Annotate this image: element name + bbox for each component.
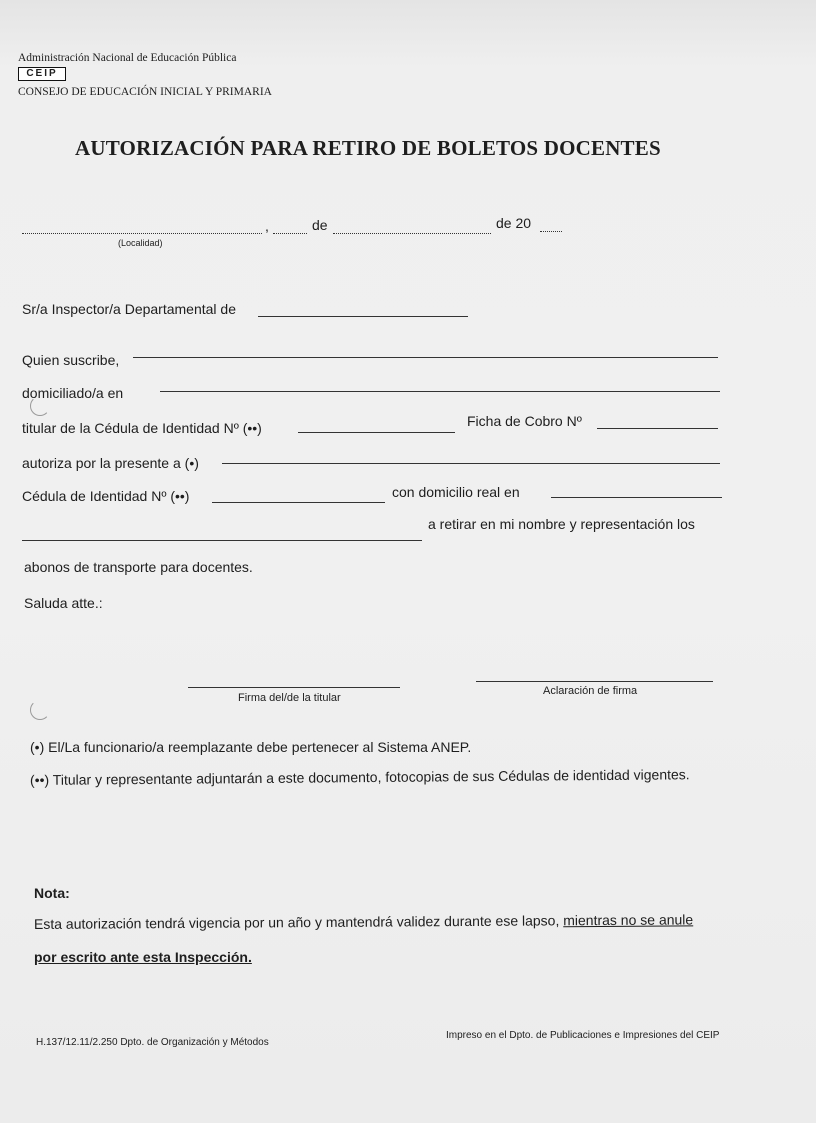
council-name: CONSEJO DE EDUCACIÓN INICIAL Y PRIMARIA [18,86,272,98]
passes-text: abonos de transporte para docentes. [24,559,253,575]
domicile-field[interactable] [160,391,720,392]
holder-id-label: titular de la Cédula de Identidad Nº (••) [22,420,262,436]
real-address-field[interactable] [551,497,722,498]
greeting-text: Saluda atte.: [24,595,103,611]
punch-hole-mark [30,700,50,720]
representative-id-label: Cédula de Identidad Nº (••) [22,488,190,504]
payment-card-field[interactable] [597,428,718,429]
authorizes-label: autoriza por la presente a (•) [22,455,199,471]
real-address-field-continued[interactable] [22,540,422,541]
document-title: AUTORIZACIÓN PARA RETIRO DE BOLETOS DOCENTES [75,136,661,160]
comma: , [265,218,269,234]
ceip-logo: CEIP [18,67,66,81]
year-field[interactable] [540,231,562,232]
day-field[interactable] [273,233,307,234]
holder-id-field[interactable] [298,432,455,433]
real-address-label: con domicilio real en [392,484,520,500]
note-text [34,911,693,932]
footnote-1: (•) El/La funcionario/a reemplazante debe pertenecer al Sistema ANEP. [30,739,472,755]
locality-field[interactable] [22,233,262,234]
punch-hole-mark [30,396,50,416]
footer-form-code: H.137/12.11/2.250 Dpto. de Organización y Métodos [36,1037,269,1048]
note-underlined-1: mientras no se anule [563,911,694,929]
footer-printed-by: Impreso en el Dpto. de Publicaciones e Impresiones del CEIP [446,1030,720,1041]
note-underlined-2: por escrito ante esta Inspección. [34,949,252,965]
note-body: Esta autorización tendrá vigencia por un año y mantendrá validez durante ese lapso, [33,912,560,932]
month-field[interactable] [333,233,491,234]
subscriber-label: Quien suscribe, [22,352,120,368]
note-heading: Nota: [34,885,70,901]
subscriber-field[interactable] [133,357,718,358]
domiciled-label: domiciliado/a en [22,385,124,401]
representative-id-field[interactable] [212,502,385,503]
date-de-label: de [312,217,328,233]
clarification-line[interactable] [476,681,713,682]
administration-name: Administración Nacional de Educación Pública [18,52,237,64]
holder-signature-label: Firma del/de la titular [238,692,341,704]
payment-card-label: Ficha de Cobro Nº [467,413,582,429]
locality-label: (Localidad) [118,238,163,248]
footnote-2: (••) Titular y representante adjuntarán a este documento, fotocopias de sus Cédulas de identidad vigentes. [29,766,690,788]
date-year-label: de 20 [496,215,532,231]
holder-signature-line[interactable] [188,687,400,688]
clarification-label: Aclaración de firma [543,685,638,697]
inspector-label: Sr/a Inspector/a Departamental de [22,301,237,317]
withdraw-text: a retirar en mi nombre y representación los [428,516,695,532]
inspector-field[interactable] [258,316,468,317]
authorized-person-field[interactable] [222,463,720,464]
